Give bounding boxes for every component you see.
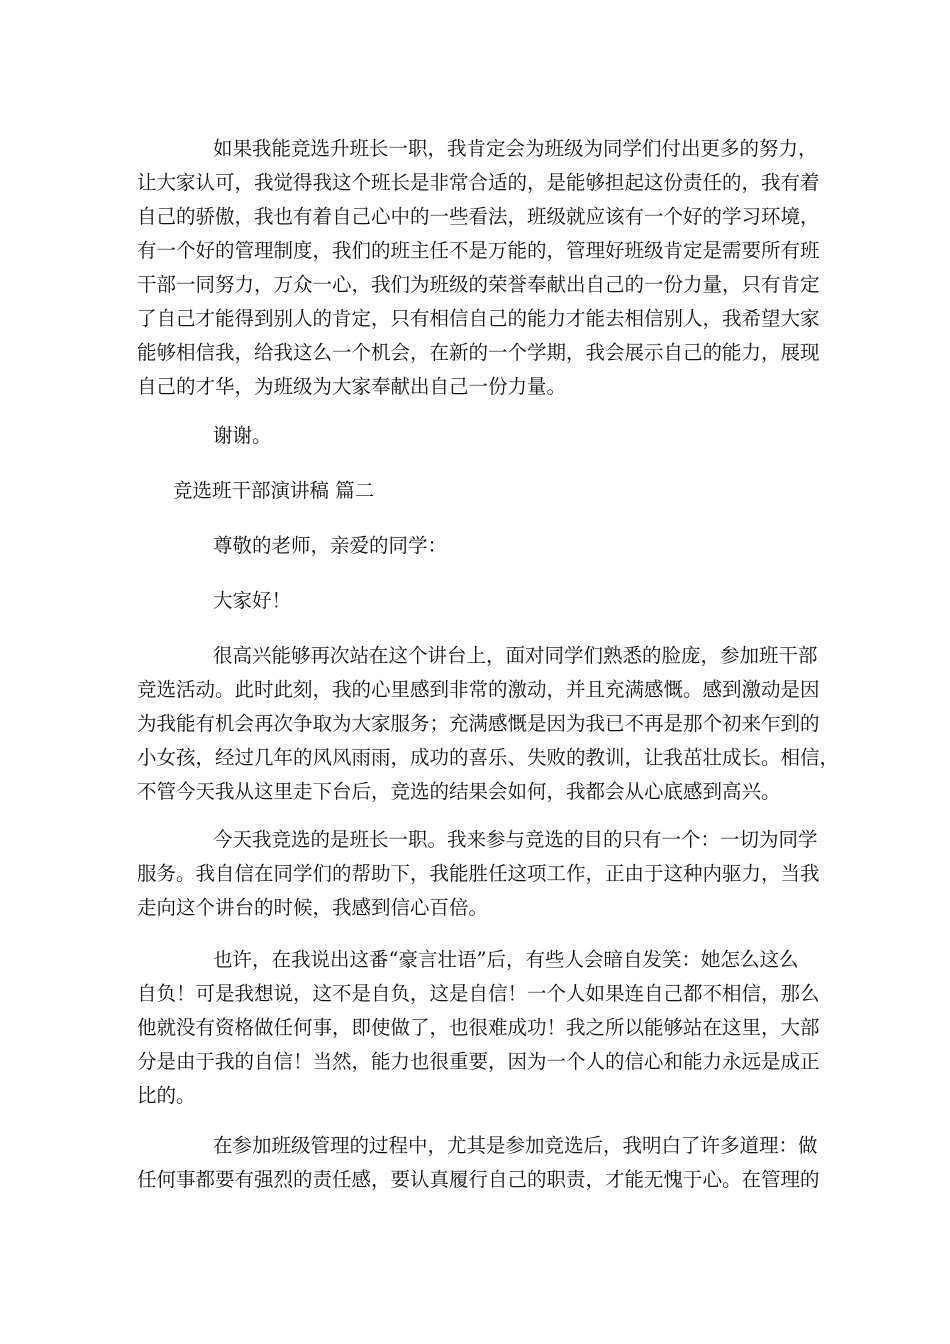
- text-line: 今天我竞选的是班长一职。我来参与竞选的目的只有一个：一切为同学: [213, 828, 818, 851]
- text-line: 在参加班级管理的过程中，尤其是参加竞选后，我明白了许多道理：做: [213, 1134, 818, 1157]
- text-line: 任何事都要有强烈的责任感，要认真履行自己的职责，才能无愧于心。在管理的: [137, 1168, 820, 1191]
- text-line: 大家好！: [213, 589, 292, 612]
- text-line: 能够相信我，给我这么一个机会，在新的一个学期，我会展示自己的能力，展现: [137, 341, 820, 364]
- text-line: 也许，在我说出这番“豪言壮语”后，有些人会暗自发笑：她怎么这么: [213, 948, 799, 971]
- section-heading: [137, 474, 817, 508]
- paragraph-candidacy-commitment: [137, 132, 820, 404]
- paragraph-introduction: [137, 639, 840, 809]
- text-line: 如果我能竞选升班长一职，我肯定会为班级为同学们付出更多的努力，: [213, 137, 818, 160]
- text-line: 服务。我自信在同学们的帮助下，我能胜任这项工作，正由于这种内驱力，当我: [137, 862, 820, 885]
- text-line: 走向这个讲台的时候，我感到信心百倍。: [137, 896, 489, 919]
- paragraph-salutation: [137, 529, 817, 563]
- text-line: 他就没有资格做任何事，即使做了，也很难成功！我之所以能够站在这里，大部: [137, 1016, 820, 1039]
- paragraph-position: [137, 823, 820, 925]
- paragraph-confidence: [137, 943, 820, 1113]
- text-line: 为我能有机会再次争取为大家服务；充满感慨是因为我已不再是那个初来乍到的: [137, 712, 820, 735]
- text-line: 让大家认可，我觉得我这个班长是非常合适的，是能够担起这份责任的，我有着: [137, 171, 820, 194]
- text-line: 分是由于我的自信！当然，能力也很重要，因为一个人的信心和能力永远是成正: [137, 1050, 820, 1073]
- paragraph-greeting: [137, 584, 817, 618]
- text-line: 比的。: [137, 1084, 196, 1107]
- text-line: 自负！可是我想说，这不是自负，这是自信！一个人如果连自己都不相信，那么: [137, 982, 820, 1005]
- text-line: 小女孩，经过几年的风风雨雨，成功的喜乐、失败的教训，让我茁壮成长。相信，: [137, 746, 840, 769]
- text-line: 谢谢。: [213, 424, 272, 447]
- text-line: 竞选活动。此时此刻，我的心里感到非常的激动，并且充满感慨。感到激动是因: [137, 678, 820, 701]
- text-line: 自己的才华，为班级为大家奉献出自己一份力量。: [137, 375, 567, 398]
- text-line: 尊敬的老师，亲爱的同学：: [213, 534, 448, 557]
- paragraph-responsibility: [137, 1129, 820, 1197]
- text-line: 很高兴能够再次站在这个讲台上，面对同学们熟悉的脸庞，参加班干部: [213, 644, 818, 667]
- text-line: 有一个好的管理制度，我们的班主任不是万能的，管理好班级肯定是需要所有班: [137, 239, 820, 262]
- text-line: 自己的骄傲，我也有着自己心中的一些看法，班级就应该有一个好的学习环境，: [137, 205, 820, 228]
- paragraph-thanks: [137, 419, 817, 453]
- text-line: 不管今天我从这里走下台后，竞选的结果会如何，我都会从心底感到高兴。: [137, 780, 781, 803]
- text-line: 干部一同努力，万众一心，我们为班级的荣誉奉献出自己的一份力量，只有肯定: [137, 273, 820, 296]
- text-line: 了自己才能得到别人的肯定，只有相信自己的能力才能去相信别人，我希望大家: [137, 307, 820, 330]
- heading-text: 竞选班干部演讲稿 篇二: [173, 479, 375, 502]
